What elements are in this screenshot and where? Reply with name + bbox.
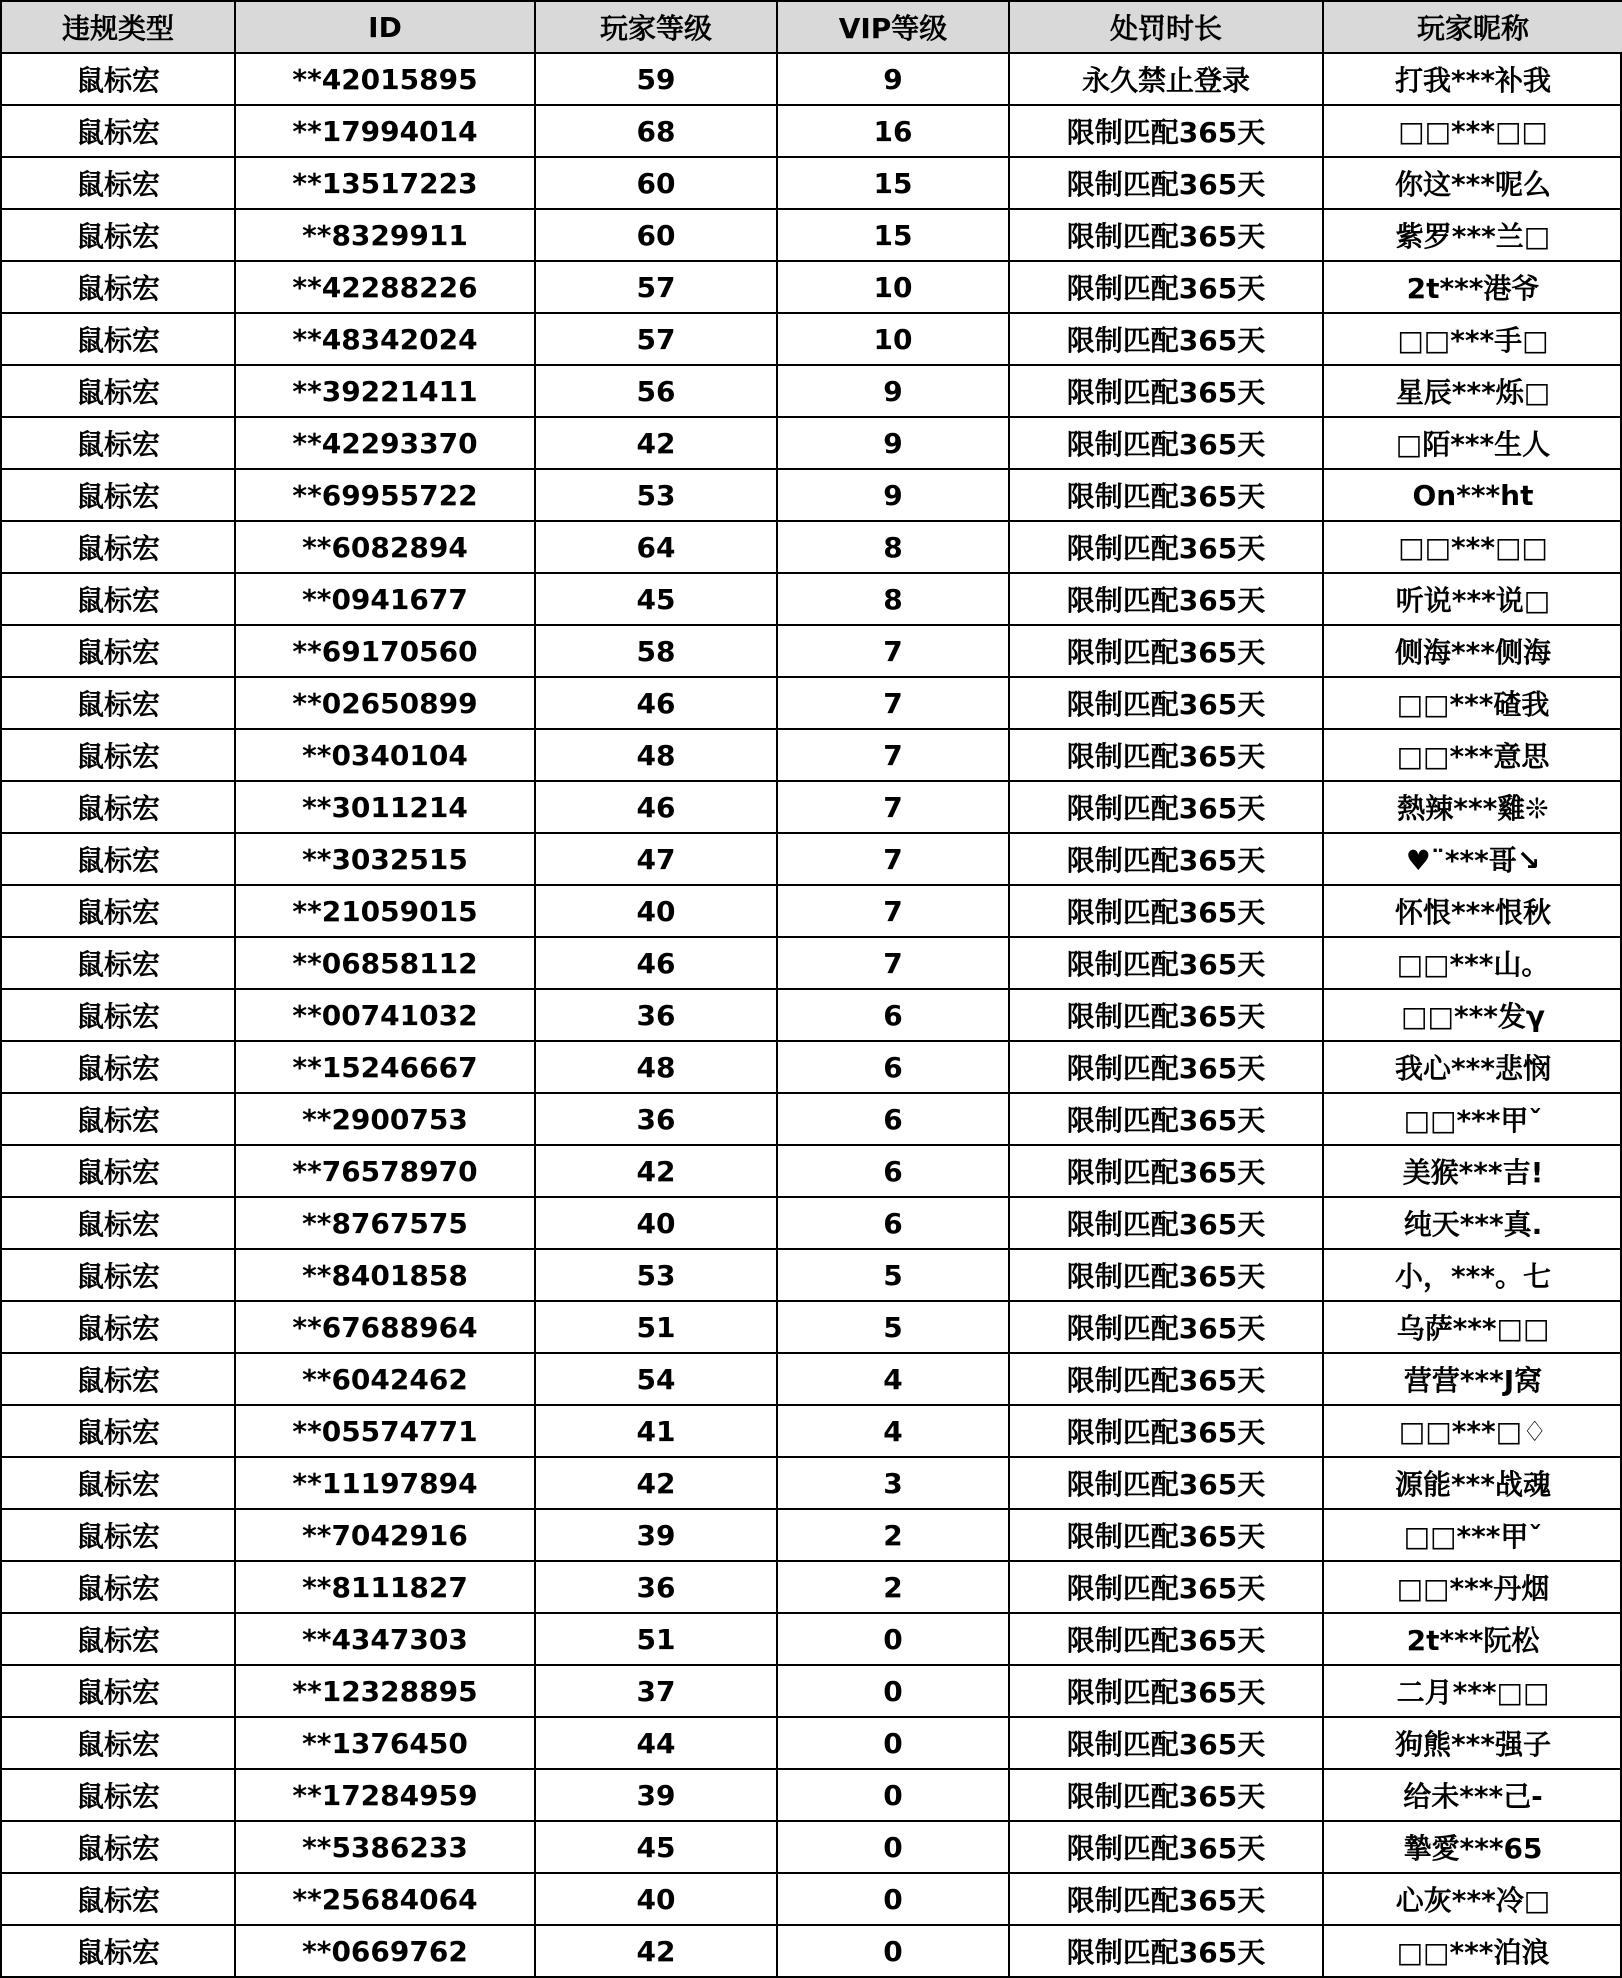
id-cell: **8329911: [235, 209, 535, 261]
table-row: [1, 1093, 1622, 1145]
violation-type-cell: 鼠标宏: [1, 1301, 235, 1353]
id-cell: **7042916: [235, 1509, 535, 1561]
player-nickname-cell: 心灰***冷□: [1323, 1873, 1622, 1925]
player-nickname-cell: 熱辣***雞❊: [1323, 781, 1622, 833]
vip-level-cell: 7: [777, 781, 1009, 833]
player-nickname-cell: 给未***己-: [1323, 1769, 1622, 1821]
player-level-cell: 58: [535, 625, 777, 677]
vip-level-cell: 15: [777, 157, 1009, 209]
table-header: [1, 1, 1622, 53]
violation-type-cell: 鼠标宏: [1, 885, 235, 937]
player-nickname-cell: □□***甲ˇ: [1323, 1093, 1622, 1145]
player-nickname-cell: □□***泊浪: [1323, 1925, 1622, 1977]
player-nickname-cell: 小，***。七: [1323, 1249, 1622, 1301]
violation-type-cell: 鼠标宏: [1, 209, 235, 261]
id-cell: **3032515: [235, 833, 535, 885]
table-row: [1, 209, 1622, 261]
player-nickname-cell: 纯天***真.: [1323, 1197, 1622, 1249]
player-nickname-cell: 狗熊***强子: [1323, 1717, 1622, 1769]
player-nickname-cell: □□***□♢: [1323, 1405, 1622, 1457]
header-player-level: 玩家等级: [535, 1, 777, 53]
id-cell: **11197894: [235, 1457, 535, 1509]
violation-type-cell: 鼠标宏: [1, 469, 235, 521]
player-nickname-cell: 二月***□□: [1323, 1665, 1622, 1717]
player-level-cell: 42: [535, 1145, 777, 1197]
penalty-duration-cell: 限制匹配365天: [1009, 1561, 1323, 1613]
vip-level-cell: 6: [777, 1093, 1009, 1145]
violation-type-cell: 鼠标宏: [1, 1405, 235, 1457]
id-cell: **42293370: [235, 417, 535, 469]
vip-level-cell: 5: [777, 1249, 1009, 1301]
table-row: [1, 313, 1622, 365]
player-nickname-cell: □□***□□: [1323, 105, 1622, 157]
penalty-duration-cell: 限制匹配365天: [1009, 1249, 1323, 1301]
player-level-cell: 41: [535, 1405, 777, 1457]
penalty-duration-cell: 限制匹配365天: [1009, 417, 1323, 469]
violation-type-cell: 鼠标宏: [1, 1613, 235, 1665]
penalty-duration-cell: 限制匹配365天: [1009, 1197, 1323, 1249]
penalty-duration-cell: 限制匹配365天: [1009, 677, 1323, 729]
player-nickname-cell: 源能***战魂: [1323, 1457, 1622, 1509]
table-row: [1, 1197, 1622, 1249]
penalty-duration-cell: 限制匹配365天: [1009, 625, 1323, 677]
vip-level-cell: 0: [777, 1613, 1009, 1665]
player-level-cell: 36: [535, 1093, 777, 1145]
player-nickname-cell: □□***意思: [1323, 729, 1622, 781]
id-cell: **5386233: [235, 1821, 535, 1873]
id-cell: **0941677: [235, 573, 535, 625]
id-cell: **39221411: [235, 365, 535, 417]
penalty-duration-cell: 限制匹配365天: [1009, 1405, 1323, 1457]
header-id: ID: [235, 1, 535, 53]
player-level-cell: 47: [535, 833, 777, 885]
table-row: [1, 677, 1622, 729]
player-level-cell: 57: [535, 261, 777, 313]
violation-type-cell: 鼠标宏: [1, 1769, 235, 1821]
player-nickname-cell: 我心***悲悯: [1323, 1041, 1622, 1093]
vip-level-cell: 5: [777, 1301, 1009, 1353]
violation-type-cell: 鼠标宏: [1, 833, 235, 885]
vip-level-cell: 6: [777, 1197, 1009, 1249]
player-level-cell: 48: [535, 1041, 777, 1093]
table-row: [1, 1145, 1622, 1197]
penalty-duration-cell: 限制匹配365天: [1009, 781, 1323, 833]
penalty-duration-cell: 限制匹配365天: [1009, 1457, 1323, 1509]
player-nickname-cell: 怀恨***恨秋: [1323, 885, 1622, 937]
id-cell: **48342024: [235, 313, 535, 365]
vip-level-cell: 9: [777, 417, 1009, 469]
table-row: [1, 781, 1622, 833]
player-level-cell: 40: [535, 885, 777, 937]
table-row: [1, 885, 1622, 937]
vip-level-cell: 0: [777, 1665, 1009, 1717]
penalty-duration-cell: 限制匹配365天: [1009, 261, 1323, 313]
player-level-cell: 51: [535, 1301, 777, 1353]
player-nickname-cell: □□***碴我: [1323, 677, 1622, 729]
penalty-duration-cell: 限制匹配365天: [1009, 521, 1323, 573]
player-level-cell: 46: [535, 781, 777, 833]
table-row: [1, 1665, 1622, 1717]
penalty-duration-cell: 限制匹配365天: [1009, 1717, 1323, 1769]
table-row: [1, 105, 1622, 157]
id-cell: **69955722: [235, 469, 535, 521]
id-cell: **17994014: [235, 105, 535, 157]
player-level-cell: 51: [535, 1613, 777, 1665]
player-level-cell: 37: [535, 1665, 777, 1717]
violation-type-cell: 鼠标宏: [1, 729, 235, 781]
penalty-duration-cell: 限制匹配365天: [1009, 573, 1323, 625]
penalty-duration-cell: 限制匹配365天: [1009, 1613, 1323, 1665]
id-cell: **76578970: [235, 1145, 535, 1197]
penalty-duration-cell: 限制匹配365天: [1009, 1873, 1323, 1925]
table-row: [1, 157, 1622, 209]
player-nickname-cell: □□***丹烟: [1323, 1561, 1622, 1613]
header-violation-type: 违规类型: [1, 1, 235, 53]
player-level-cell: 42: [535, 1925, 777, 1977]
violation-type-cell: 鼠标宏: [1, 1561, 235, 1613]
penalty-duration-cell: 限制匹配365天: [1009, 365, 1323, 417]
player-nickname-cell: 美猴***吉!: [1323, 1145, 1622, 1197]
penalty-duration-cell: 限制匹配365天: [1009, 1353, 1323, 1405]
header-row: [1, 1, 1622, 53]
player-level-cell: 60: [535, 209, 777, 261]
table-row: [1, 521, 1622, 573]
violation-type-cell: 鼠标宏: [1, 989, 235, 1041]
id-cell: **13517223: [235, 157, 535, 209]
player-level-cell: 40: [535, 1197, 777, 1249]
violation-type-cell: 鼠标宏: [1, 521, 235, 573]
player-level-cell: 57: [535, 313, 777, 365]
violation-type-cell: 鼠标宏: [1, 1249, 235, 1301]
vip-level-cell: 10: [777, 313, 1009, 365]
player-level-cell: 60: [535, 157, 777, 209]
vip-level-cell: 6: [777, 1041, 1009, 1093]
violation-type-cell: 鼠标宏: [1, 1457, 235, 1509]
vip-level-cell: 7: [777, 729, 1009, 781]
player-level-cell: 48: [535, 729, 777, 781]
vip-level-cell: 7: [777, 937, 1009, 989]
player-nickname-cell: 乌萨***□□: [1323, 1301, 1622, 1353]
vip-level-cell: 0: [777, 1717, 1009, 1769]
id-cell: **8401858: [235, 1249, 535, 1301]
table-row: [1, 625, 1622, 677]
player-nickname-cell: □□***山。: [1323, 937, 1622, 989]
table-body: [1, 53, 1622, 1977]
vip-level-cell: 7: [777, 833, 1009, 885]
table-row: [1, 1041, 1622, 1093]
violation-type-cell: 鼠标宏: [1, 1925, 235, 1977]
player-nickname-cell: 摯愛***65: [1323, 1821, 1622, 1873]
id-cell: **2900753: [235, 1093, 535, 1145]
table-row: [1, 53, 1622, 105]
player-nickname-cell: ♥¨***哥↘: [1323, 833, 1622, 885]
penalty-duration-cell: 限制匹配365天: [1009, 469, 1323, 521]
violation-type-cell: 鼠标宏: [1, 1145, 235, 1197]
vip-level-cell: 10: [777, 261, 1009, 313]
penalty-duration-cell: 限制匹配365天: [1009, 989, 1323, 1041]
id-cell: **42015895: [235, 53, 535, 105]
penalty-duration-cell: 限制匹配365天: [1009, 1301, 1323, 1353]
penalty-duration-cell: 限制匹配365天: [1009, 313, 1323, 365]
penalty-duration-cell: 限制匹配365天: [1009, 729, 1323, 781]
vip-level-cell: 9: [777, 365, 1009, 417]
penalty-duration-cell: 限制匹配365天: [1009, 209, 1323, 261]
vip-level-cell: 15: [777, 209, 1009, 261]
player-nickname-cell: □□***手□: [1323, 313, 1622, 365]
vip-level-cell: 4: [777, 1353, 1009, 1405]
player-nickname-cell: 星辰***烁□: [1323, 365, 1622, 417]
penalty-duration-cell: 限制匹配365天: [1009, 1509, 1323, 1561]
player-level-cell: 36: [535, 1561, 777, 1613]
id-cell: **25684064: [235, 1873, 535, 1925]
player-nickname-cell: □□***甲ˇ: [1323, 1509, 1622, 1561]
vip-level-cell: 7: [777, 677, 1009, 729]
id-cell: **0340104: [235, 729, 535, 781]
violation-type-cell: 鼠标宏: [1, 1821, 235, 1873]
vip-level-cell: 0: [777, 1925, 1009, 1977]
violation-type-cell: 鼠标宏: [1, 1197, 235, 1249]
vip-level-cell: 7: [777, 885, 1009, 937]
vip-level-cell: 6: [777, 1145, 1009, 1197]
player-level-cell: 40: [535, 1873, 777, 1925]
violation-type-cell: 鼠标宏: [1, 313, 235, 365]
penalty-duration-cell: 限制匹配365天: [1009, 1769, 1323, 1821]
id-cell: **42288226: [235, 261, 535, 313]
table-row: [1, 1613, 1622, 1665]
table-row: [1, 1717, 1622, 1769]
player-level-cell: 39: [535, 1769, 777, 1821]
vip-level-cell: 0: [777, 1821, 1009, 1873]
id-cell: **12328895: [235, 1665, 535, 1717]
table-row: [1, 469, 1622, 521]
violation-type-cell: 鼠标宏: [1, 937, 235, 989]
table-row: [1, 1873, 1622, 1925]
player-nickname-cell: □□***□□: [1323, 521, 1622, 573]
id-cell: **06858112: [235, 937, 535, 989]
violation-type-cell: 鼠标宏: [1, 1093, 235, 1145]
penalty-duration-cell: 永久禁止登录: [1009, 53, 1323, 105]
vip-level-cell: 16: [777, 105, 1009, 157]
vip-level-cell: 4: [777, 1405, 1009, 1457]
table-row: [1, 417, 1622, 469]
table-row: [1, 261, 1622, 313]
player-level-cell: 64: [535, 521, 777, 573]
table-row: [1, 1457, 1622, 1509]
player-nickname-cell: 2t***阮松: [1323, 1613, 1622, 1665]
vip-level-cell: 7: [777, 625, 1009, 677]
id-cell: **3011214: [235, 781, 535, 833]
vip-level-cell: 2: [777, 1509, 1009, 1561]
header-player-nickname: 玩家昵称: [1323, 1, 1622, 53]
player-nickname-cell: □陌***生人: [1323, 417, 1622, 469]
id-cell: **8767575: [235, 1197, 535, 1249]
player-level-cell: 39: [535, 1509, 777, 1561]
penalty-duration-cell: 限制匹配365天: [1009, 157, 1323, 209]
id-cell: **00741032: [235, 989, 535, 1041]
player-nickname-cell: 听说***说□: [1323, 573, 1622, 625]
id-cell: **02650899: [235, 677, 535, 729]
player-nickname-cell: On***ht: [1323, 469, 1622, 521]
violation-type-cell: 鼠标宏: [1, 261, 235, 313]
player-level-cell: 46: [535, 677, 777, 729]
header-penalty-duration: 处罚时长: [1009, 1, 1323, 53]
player-level-cell: 53: [535, 469, 777, 521]
vip-level-cell: 6: [777, 989, 1009, 1041]
id-cell: **8111827: [235, 1561, 535, 1613]
table-row: [1, 1509, 1622, 1561]
penalty-duration-cell: 限制匹配365天: [1009, 105, 1323, 157]
id-cell: **67688964: [235, 1301, 535, 1353]
player-level-cell: 36: [535, 989, 777, 1041]
player-level-cell: 45: [535, 573, 777, 625]
violation-type-cell: 鼠标宏: [1, 1873, 235, 1925]
id-cell: **4347303: [235, 1613, 535, 1665]
violation-type-cell: 鼠标宏: [1, 157, 235, 209]
player-level-cell: 44: [535, 1717, 777, 1769]
player-level-cell: 42: [535, 1457, 777, 1509]
table-row: [1, 833, 1622, 885]
violation-type-cell: 鼠标宏: [1, 53, 235, 105]
player-nickname-cell: 打我***补我: [1323, 53, 1622, 105]
violation-type-cell: 鼠标宏: [1, 105, 235, 157]
table-row: [1, 1769, 1622, 1821]
player-level-cell: 59: [535, 53, 777, 105]
player-nickname-cell: 侧海***侧海: [1323, 625, 1622, 677]
table-row: [1, 1301, 1622, 1353]
violation-type-cell: 鼠标宏: [1, 365, 235, 417]
table-row: [1, 1405, 1622, 1457]
id-cell: **17284959: [235, 1769, 535, 1821]
player-level-cell: 68: [535, 105, 777, 157]
id-cell: **0669762: [235, 1925, 535, 1977]
penalty-duration-cell: 限制匹配365天: [1009, 1145, 1323, 1197]
violation-type-cell: 鼠标宏: [1, 573, 235, 625]
penalty-duration-cell: 限制匹配365天: [1009, 937, 1323, 989]
penalty-duration-cell: 限制匹配365天: [1009, 1041, 1323, 1093]
table-row: [1, 365, 1622, 417]
violation-type-cell: 鼠标宏: [1, 417, 235, 469]
player-nickname-cell: 营营***J窝: [1323, 1353, 1622, 1405]
table-row: [1, 1561, 1622, 1613]
violation-type-cell: 鼠标宏: [1, 625, 235, 677]
id-cell: **69170560: [235, 625, 535, 677]
id-cell: **6042462: [235, 1353, 535, 1405]
id-cell: **1376450: [235, 1717, 535, 1769]
table-row: [1, 1925, 1622, 1977]
violation-type-cell: 鼠标宏: [1, 781, 235, 833]
player-level-cell: 53: [535, 1249, 777, 1301]
vip-level-cell: 2: [777, 1561, 1009, 1613]
table-row: [1, 989, 1622, 1041]
penalty-duration-cell: 限制匹配365天: [1009, 1093, 1323, 1145]
vip-level-cell: 9: [777, 469, 1009, 521]
player-level-cell: 46: [535, 937, 777, 989]
player-level-cell: 56: [535, 365, 777, 417]
vip-level-cell: 8: [777, 521, 1009, 573]
vip-level-cell: 8: [777, 573, 1009, 625]
header-vip-level: VIP等级: [777, 1, 1009, 53]
penalty-duration-cell: 限制匹配365天: [1009, 1821, 1323, 1873]
table-row: [1, 937, 1622, 989]
violation-type-cell: 鼠标宏: [1, 1041, 235, 1093]
vip-level-cell: 0: [777, 1873, 1009, 1925]
vip-level-cell: 9: [777, 53, 1009, 105]
penalty-duration-cell: 限制匹配365天: [1009, 1665, 1323, 1717]
player-nickname-cell: 2t***港爷: [1323, 261, 1622, 313]
penalty-duration-cell: 限制匹配365天: [1009, 885, 1323, 937]
table-row: [1, 729, 1622, 781]
violation-type-cell: 鼠标宏: [1, 1509, 235, 1561]
player-nickname-cell: 紫罗***兰□: [1323, 209, 1622, 261]
player-level-cell: 42: [535, 417, 777, 469]
player-nickname-cell: 你这***呢么: [1323, 157, 1622, 209]
id-cell: **21059015: [235, 885, 535, 937]
id-cell: **05574771: [235, 1405, 535, 1457]
violation-type-cell: 鼠标宏: [1, 677, 235, 729]
player-level-cell: 45: [535, 1821, 777, 1873]
penalty-duration-cell: 限制匹配365天: [1009, 833, 1323, 885]
table-row: [1, 1821, 1622, 1873]
player-nickname-cell: □□***发γ: [1323, 989, 1622, 1041]
id-cell: **6082894: [235, 521, 535, 573]
table-row: [1, 1249, 1622, 1301]
penalty-duration-cell: 限制匹配365天: [1009, 1925, 1323, 1977]
vip-level-cell: 3: [777, 1457, 1009, 1509]
table-row: [1, 1353, 1622, 1405]
vip-level-cell: 0: [777, 1769, 1009, 1821]
table-row: [1, 573, 1622, 625]
violation-type-cell: 鼠标宏: [1, 1353, 235, 1405]
id-cell: **15246667: [235, 1041, 535, 1093]
player-level-cell: 54: [535, 1353, 777, 1405]
violation-type-cell: 鼠标宏: [1, 1717, 235, 1769]
violation-type-cell: 鼠标宏: [1, 1665, 235, 1717]
